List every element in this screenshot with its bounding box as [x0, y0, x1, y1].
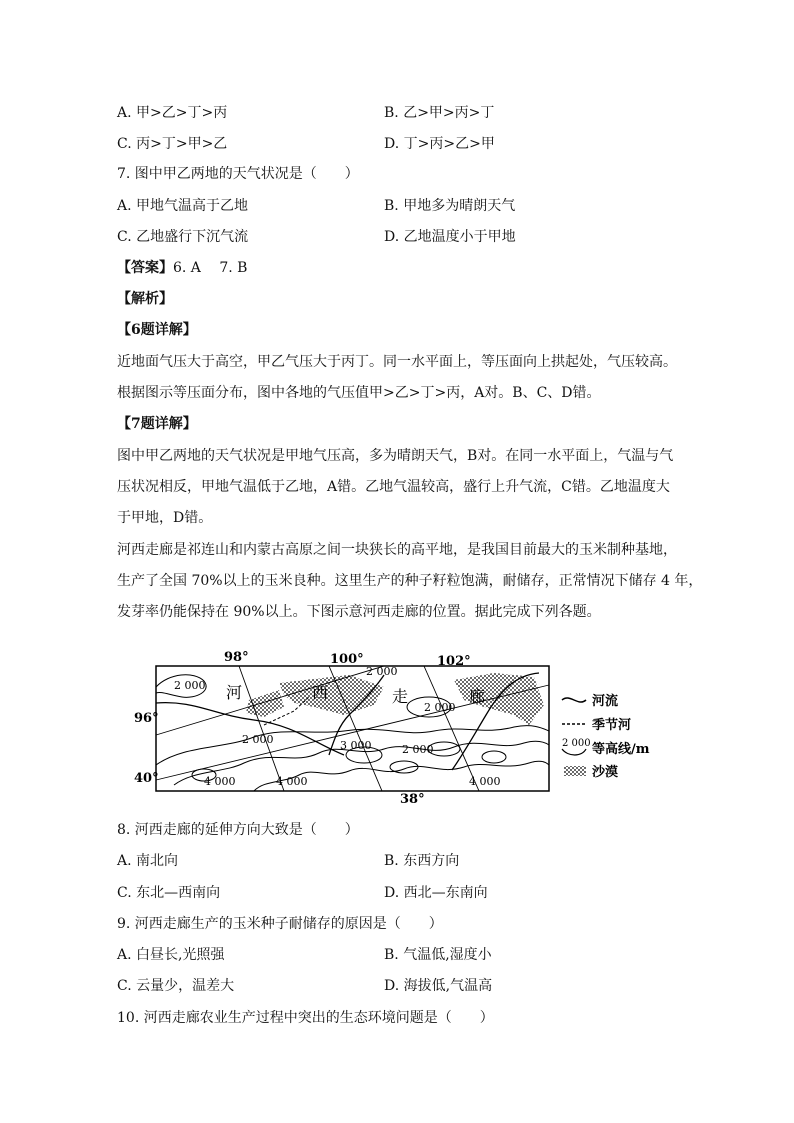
- lon-label-102: 102°: [437, 654, 471, 669]
- detail7-label: 【7题详解】: [117, 416, 197, 432]
- lon-label-98: 98°: [224, 650, 249, 665]
- intro-line-1: 河西走廊是祁连山和内蒙古高原之间一块狭长的高平地，是我国目前最大的玉米制种基地，: [117, 542, 677, 558]
- legend-river-symbol: [562, 698, 586, 702]
- contour-value-6: 2 000: [402, 743, 434, 756]
- answer-label: 【答案】: [117, 260, 173, 276]
- region-char-he: 河: [226, 683, 243, 702]
- detail6-line-1: 近地面气压大于高空，甲乙气压大于丙丁。同一水平面上，等压面向上拱起处，气压较高。: [117, 354, 677, 370]
- lon-label-100: 100°: [330, 652, 364, 667]
- q7-option-b: B. 甲地多为晴朗天气: [384, 198, 516, 214]
- q8-options-row-1: [117, 851, 677, 871]
- contour-value-9: 4 000: [469, 775, 501, 788]
- q6-options-row-1: [117, 103, 677, 123]
- q6-options-row-2: [117, 134, 677, 154]
- intro-line-3: 发芽率仍能保持在 90%以上。下图示意河西走廊的位置。据此完成下列各题。: [117, 604, 601, 620]
- contour-value-2: 2 000: [366, 665, 398, 678]
- q9-options-row-2: [117, 976, 677, 996]
- q9-option-a: A. 白昼长,光照强: [117, 947, 225, 963]
- detail6-label: 【6题详解】: [117, 322, 197, 338]
- intro-line-2: 生产了全国 70%以上的玉米良种。这里生产的种子籽粒饱满，耐储存，正常情况下储存 4 年，: [117, 573, 703, 589]
- map-legend: [562, 693, 650, 780]
- q8-option-c: C. 东北—西南向: [117, 885, 221, 901]
- legend-seasonal-label: 季节河: [592, 718, 632, 733]
- q6-option-b: B. 乙>甲>丙>丁: [384, 105, 495, 121]
- q7-option-c: C. 乙地盛行下沉气流: [117, 229, 249, 245]
- legend-desert-label: 沙漠: [592, 765, 619, 780]
- q8-option-d: D. 西北—东南向: [384, 885, 488, 901]
- q8-options-row-2: [117, 883, 677, 903]
- q9-option-b: B. 气温低,湿度小: [384, 947, 492, 963]
- q7-options-row-1: [117, 196, 677, 216]
- q6-option-d: D. 丁>丙>乙>甲: [384, 136, 495, 152]
- q6-option-a: A. 甲>乙>丁>丙: [117, 105, 228, 121]
- contour-value-1: 2 000: [174, 679, 206, 692]
- legend-desert-symbol: [564, 766, 586, 776]
- q9-question: 9. 河西走廊生产的玉米种子耐储存的原因是（ ）: [117, 916, 443, 932]
- q8-question: 8. 河西走廊的延伸方向大致是（ ）: [117, 822, 359, 838]
- legend-river-label: 河流: [592, 694, 619, 709]
- contour-value-5: 3 000: [340, 739, 372, 752]
- q7-option-a: A. 甲地气温高于乙地: [117, 198, 249, 214]
- lat-label-38: 38°: [400, 792, 425, 807]
- hexi-corridor-map: [134, 645, 680, 810]
- legend-contour-label: 等高线/m: [592, 742, 650, 757]
- answer-line: [117, 258, 247, 278]
- q9-options-row-1: [117, 945, 677, 965]
- contour-value-4: 2 000: [242, 733, 274, 746]
- detail6-line-2: 根据图示等压面分布，图中各地的气压值甲>乙>丁>丙，A对。B、C、D错。: [117, 385, 601, 401]
- detail7-line-2: 压状况相反，甲地气温低于乙地，A错。乙地气温较高，盛行上升气流，C错。乙地温度大: [117, 479, 670, 495]
- region-char-xi: 西: [312, 683, 329, 702]
- q8-option-a: A. 南北向: [117, 853, 179, 869]
- legend-contour-sample: 2 000: [562, 738, 591, 749]
- detail7-line-3: 于甲地，D错。: [117, 510, 213, 526]
- q7-question: 7. 图中甲乙两地的天气状况是（ ）: [117, 166, 359, 182]
- q6-option-c: C. 丙>丁>甲>乙: [117, 136, 228, 152]
- contour-value-7: 4 000: [204, 775, 236, 788]
- answer-text: 6. A 7. B: [173, 260, 248, 276]
- q7-option-d: D. 乙地温度小于甲地: [384, 229, 516, 245]
- legend-contour-symbol: [562, 749, 586, 755]
- q9-option-d: D. 海拔低,气温高: [384, 978, 493, 994]
- lat-label-40: 40°: [134, 771, 159, 786]
- region-char-lang: 廊: [469, 687, 486, 706]
- detail7-line-1: 图中甲乙两地的天气状况是甲地气压高，多为晴朗天气，B对。在同一水平面上，气温与气: [117, 448, 674, 464]
- lat-label-96: 96°: [134, 711, 159, 726]
- analysis-label: 【解析】: [117, 291, 173, 307]
- q10-question: 10. 河西走廊农业生产过程中突出的生态环境问题是（ ）: [117, 1010, 494, 1026]
- q9-option-c: C. 云量少，温差大: [117, 978, 235, 994]
- region-char-zou: 走: [392, 687, 409, 706]
- q8-option-b: B. 东西方向: [384, 853, 460, 869]
- contour-value-8: 4 000: [276, 775, 308, 788]
- q7-options-row-2: [117, 227, 677, 247]
- contour-value-3: 2 000: [424, 701, 456, 714]
